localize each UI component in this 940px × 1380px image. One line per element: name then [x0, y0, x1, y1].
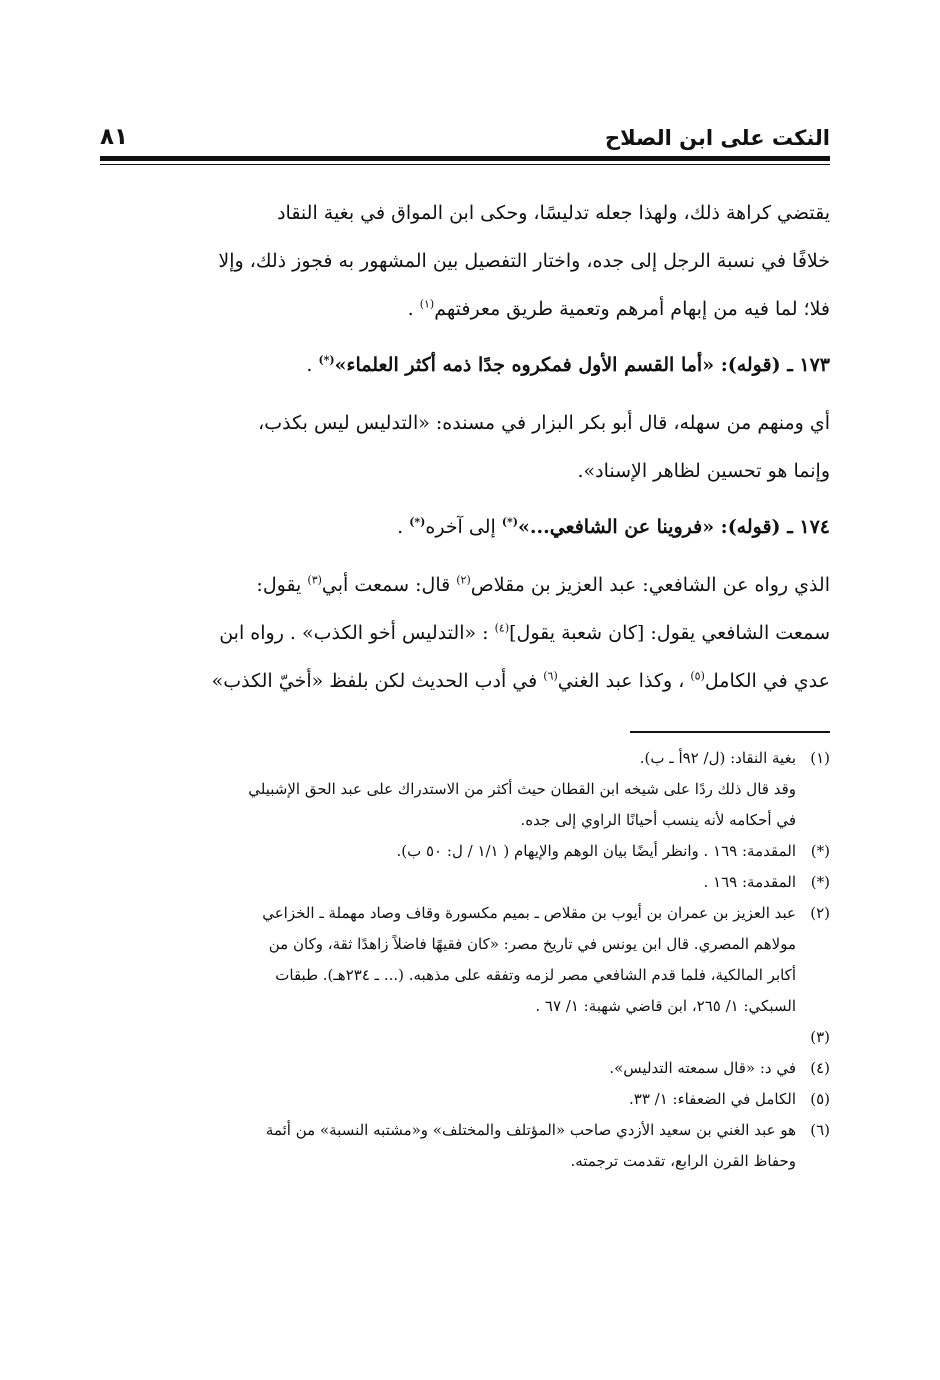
footnote-line: المقدمة: ١٦٩ . وانظر أيضًا بيان الوهم والإيهام ( ١/١ / ل: ٥٠ ب). — [396, 842, 796, 860]
p3-c: يقول: — [256, 574, 308, 596]
footnote-line: السبكي: ١/ ٢٦٥، ابن قاضي شهبة: ١/ ٦٧ . — [535, 997, 796, 1015]
heading-end: . — [397, 516, 410, 538]
footnote-mark: (١) — [810, 749, 830, 767]
footnotes — [100, 743, 830, 1177]
footnote-mark: (٦) — [810, 1121, 830, 1139]
footnote — [100, 1084, 830, 1115]
footnote-ref[interactable]: (٦) — [543, 669, 558, 683]
footnote-line: المقدمة: ١٦٩ . — [703, 873, 796, 891]
footnote — [100, 1022, 830, 1053]
footnote-mark: (٤) — [810, 1059, 830, 1077]
footnote-text — [100, 1022, 796, 1053]
paragraph-1 — [100, 189, 830, 333]
footnote-mark: (٥) — [810, 1090, 830, 1108]
footnote-line: هو عبد الغني بن سعيد الأزدي صاحب «المؤتلف والمختلف» و«مشتبه النسبة» من أئمة — [265, 1121, 796, 1139]
footnote-line: الكامل في الضعفاء: ١/ ٣٣. — [628, 1090, 796, 1108]
p3-f: عدي في الكامل — [704, 670, 830, 692]
footnote-line: عبد العزيز بن عمران بن أيوب بن مقلاص ـ بميم مكسورة وقاف وصاد مهملة ـ الخزاعي — [262, 904, 796, 922]
footnote-mark: (٣) — [810, 1028, 830, 1046]
entry-heading-174 — [100, 503, 830, 551]
footnote-line: وحفاظ القرن الرابع، تقدمت ترجمته. — [570, 1152, 796, 1170]
p1-line-3: فلا؛ لما فيه من إبهام أمرهم وتعمية طريق معرفتهم — [434, 298, 830, 320]
p2-line-2: وإنما هو تحسين لظاهر الإسناد». — [577, 460, 830, 482]
footnote-line: بغية النقاد: (ل/ ٩٢أ ـ ب). — [639, 749, 796, 767]
p1-line-1: يقتضي كراهة ذلك، ولهذا جعله تدليسًا، وحكى ابن المواق في بغية النقاد — [277, 202, 830, 224]
entry-number: ١٧٤ ـ — [787, 516, 830, 538]
footnote — [100, 898, 830, 1022]
header-title: النكت على ابن الصلاح — [604, 126, 830, 150]
footnote-line: أكابر المالكية، فلما قدم الشافعي مصر لزمه وتفقه على مذهبه. (... ـ ٢٣٤هـ). طبقات — [275, 966, 796, 984]
p3-h: في أدب الحديث لكن بلفظ «أخيّ الكذب» — [211, 670, 544, 692]
footnote — [100, 867, 830, 898]
footnote-ref[interactable]: (٤) — [494, 621, 510, 635]
p3-b: قال: سمعت أبي — [321, 574, 457, 596]
header-rule-thick — [100, 156, 830, 161]
entry-heading-173 — [100, 341, 830, 389]
footnote-separator — [630, 731, 830, 733]
footnote — [100, 1053, 830, 1084]
footnote-line: وقد قال ذلك ردًا على شيخه ابن القطان حيث أكثر من الاستدراك على عبد الحق الإشبيلي — [248, 780, 796, 798]
heading-end: . — [306, 354, 319, 376]
footnote-line: مولاهم المصري. قال ابن يونس في تاريخ مصر: «كان فقيهًا فاضلاً زاهدًا ثقة، وكان من — [268, 935, 796, 953]
footnote-text — [100, 1115, 796, 1177]
p1-end: . — [407, 298, 420, 320]
footnote-mark: (٢) — [810, 904, 830, 922]
footnote — [100, 836, 830, 867]
heading-mid: إلى آخره — [425, 516, 502, 538]
footnote-line: في أحكامه لأنه ينسب أحيانًا الراوي إلى جده. — [520, 811, 796, 829]
footnote-line: في د: «قال سمعته التدليس». — [609, 1059, 796, 1077]
paragraph-3 — [100, 561, 830, 705]
footnote-text — [100, 836, 796, 867]
footnote-text — [100, 743, 796, 836]
header-rule-thin — [100, 164, 830, 165]
footnote-mark: (*) — [810, 842, 830, 860]
entry-number: ١٧٣ ـ — [787, 354, 830, 376]
footnote-text — [100, 898, 796, 1022]
footnote-text — [100, 1084, 796, 1115]
footnote-ref[interactable]: (١) — [419, 297, 435, 311]
footnote-ref[interactable]: (٢) — [456, 573, 471, 587]
page-number: ٨١ — [100, 124, 129, 150]
main-text — [100, 189, 830, 705]
p3-d: سمعت الشافعي يقول: [كان شعبة يقول] — [509, 622, 830, 644]
p3-e: : «التدليس أخو الكذب» . رواه ابن — [219, 622, 495, 644]
p1-line-2: خلافًا في نسبة الرجل إلى جده، واختار التفصيل بين المشهور به فجوز ذلك، وإلا — [218, 250, 830, 272]
footnote-ref[interactable]: (*) — [501, 515, 518, 529]
running-header — [100, 110, 830, 150]
footnote — [100, 743, 830, 836]
p3-a: الذي رواه عن الشافعي: عبد العزيز بن مقلاص — [470, 574, 830, 596]
footnote-ref[interactable]: (٣) — [307, 573, 322, 587]
footnote-ref[interactable]: (٥) — [690, 669, 705, 683]
entry-quote: (قوله): «فروينا عن الشافعي...» — [518, 516, 781, 538]
footnote-text — [100, 867, 796, 898]
p3-g: ، وكذا عبد الغني — [557, 670, 691, 692]
footnote-mark: (*) — [810, 873, 830, 891]
footnote-ref[interactable]: (*) — [318, 353, 335, 367]
footnote — [100, 1115, 830, 1177]
p2-line-1: أي ومنهم من سهله، قال أبو بكر البزار في مسنده: «التدليس ليس بكذب، — [258, 412, 830, 434]
footnote-text — [100, 1053, 796, 1084]
footnote-ref[interactable]: (*) — [409, 515, 426, 529]
page — [100, 110, 830, 1177]
entry-quote: (قوله): «أما القسم الأول فمكروه جدًا ذمه أكثر العلماء» — [334, 354, 781, 376]
paragraph-2 — [100, 399, 830, 495]
